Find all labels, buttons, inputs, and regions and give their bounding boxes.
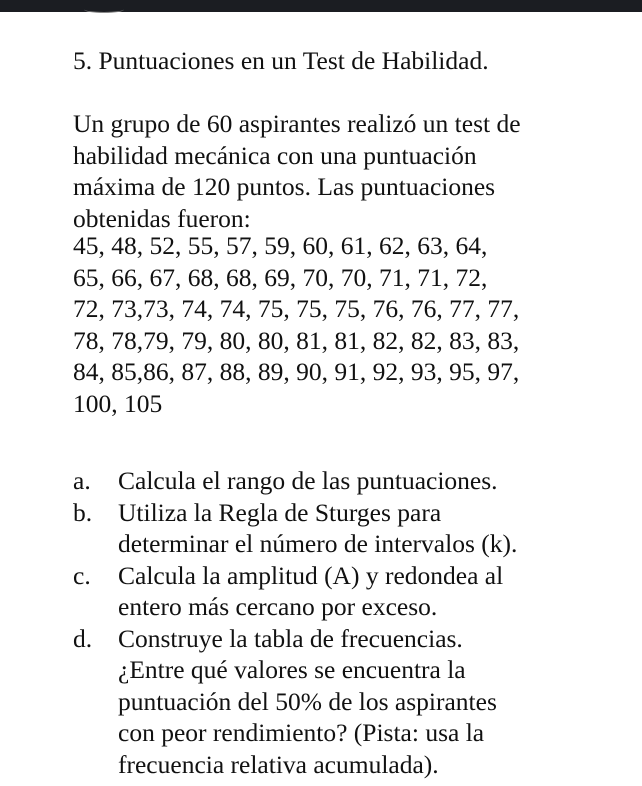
question-line: puntuación del 50% de los aspirantes: [118, 686, 497, 716]
problem-title: 5. Puntuaciones en un Test de Habilidad.: [73, 46, 489, 75]
intro-line: obtenidas fueron:: [73, 203, 251, 233]
question-d: [73, 623, 593, 781]
score-line: 100, 105: [73, 388, 163, 418]
question-line: ¿Entre qué valores se encuentra la: [118, 655, 466, 684]
question-line: Utiliza la Regla de Sturges para: [118, 497, 442, 527]
question-line: Calcula la amplitud (A) y redondea al: [118, 560, 504, 590]
question-line: con peor rendimiento? (Pista: usa la: [118, 718, 485, 747]
question-letter: a.: [73, 466, 91, 495]
score-line: 78, 78,79, 79, 80, 80, 81, 81, 82, 82, 83, 83,: [73, 325, 520, 355]
question-line: Calcula el rango de las puntuaciones.: [118, 466, 498, 495]
intro-line: máxima de 120 puntos. Las puntuaciones: [73, 172, 496, 201]
question-line: entero más cercano por exceso.: [118, 592, 438, 621]
problem-intro: [73, 108, 573, 234]
top-mark: [84, 6, 124, 13]
question-line: determinar el número de intervalos (k).: [118, 529, 518, 558]
question-letter: d.: [73, 623, 93, 653]
question-letter: b.: [73, 497, 93, 527]
score-line: 65, 66, 67, 68, 68, 69, 70, 70, 71, 71, 72,: [73, 262, 488, 292]
question-a: [73, 465, 593, 497]
score-line: 45, 48, 52, 55, 57, 59, 60, 61, 62, 63, 64,: [73, 231, 488, 260]
question-b: [73, 497, 593, 560]
intro-line: Un grupo de 60 aspirantes realizó un test de: [73, 109, 521, 138]
question-list: [73, 465, 593, 780]
score-line: 72, 73,73, 74, 74, 75, 75, 75, 76, 76, 77, 77,: [73, 294, 520, 323]
score-list: [73, 230, 573, 419]
question-c: [73, 560, 593, 623]
question-line: Construye la tabla de frecuencias.: [118, 623, 463, 653]
score-line: 84, 85,86, 87, 88, 89, 90, 91, 92, 93, 95, 97,: [73, 357, 520, 386]
intro-line: habilidad mecánica con una puntuación: [73, 140, 477, 170]
top-dark-bar: [0, 0, 642, 12]
question-letter: c.: [73, 560, 91, 590]
question-line: frecuencia relativa acumulada).: [118, 749, 439, 779]
